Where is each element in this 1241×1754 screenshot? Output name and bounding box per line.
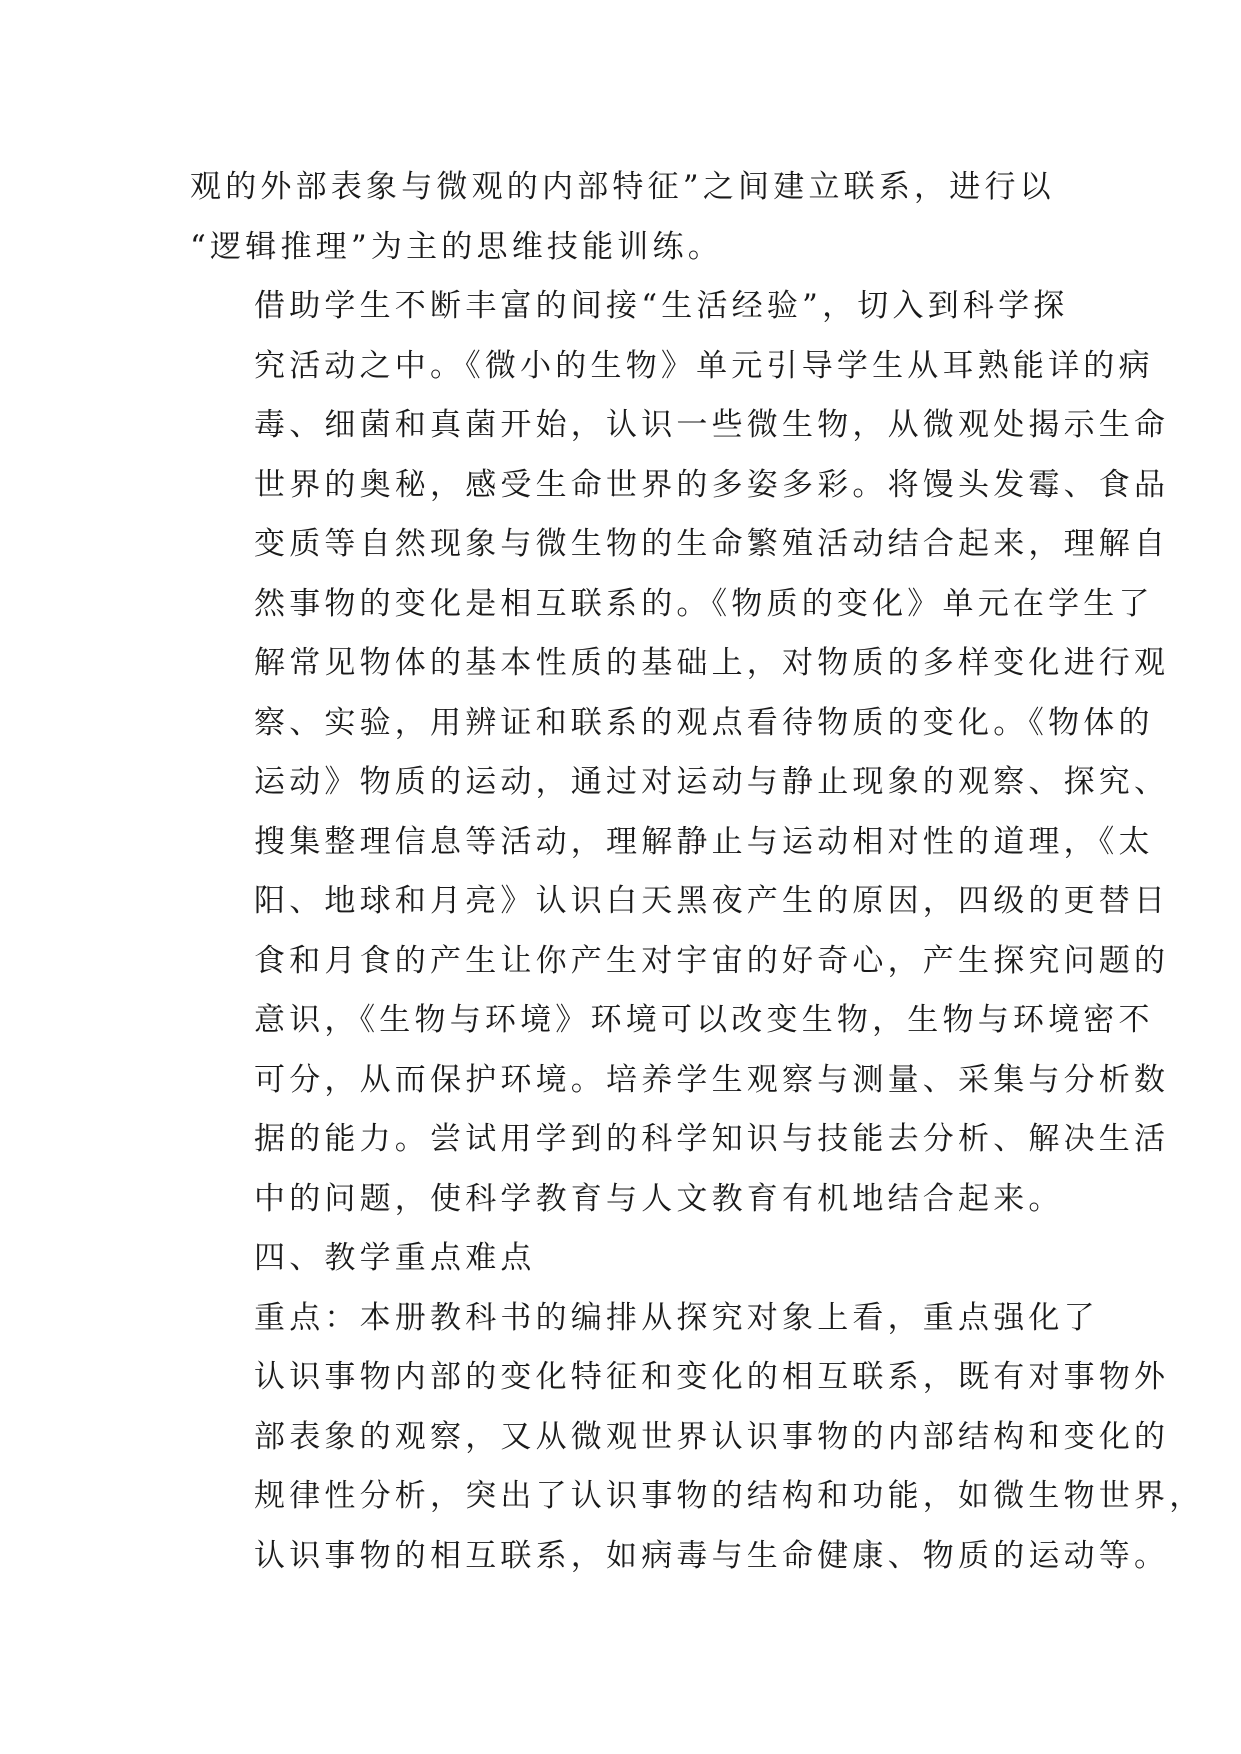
text-line: 部表象的观察，又从微观世界认识事物的内部结构和变化的: [254, 1418, 1170, 1455]
text-line: 认识事物的相互联系，如病毒与生命健康、物质的运动等。: [254, 1537, 1170, 1574]
text-line: 观的外部表象与微观的内部特征”之间建立联系，进行以: [190, 169, 1055, 205]
text-line: 借助学生不断丰富的间接“生活经验”，切入到科学探: [254, 288, 1069, 324]
text-line: 察、实验，用辨证和联系的观点看待物质的变化。《物体的: [254, 704, 1154, 741]
text-line: 据的能力。尝试用学到的科学知识与技能去分析、解决生活: [254, 1121, 1170, 1157]
text-line: 中的问题，使科学教育与人文教育有机地结合起来。: [254, 1180, 1064, 1217]
section-heading-text: 四、教学重点难点: [254, 1240, 536, 1276]
paragraph-key-points: [190, 1289, 1205, 1587]
text-line: 认识事物内部的变化特征和变化的相互联系，既有对事物外: [254, 1359, 1170, 1395]
text-line: 搜集整理信息等活动，理解静止与运动相对性的道理，《太: [254, 823, 1154, 860]
text-line: 然事物的变化是相互联系的。《物质的变化》单元在学生了: [254, 585, 1154, 622]
text-line: 阳、地球和月亮》认识白天黑夜产生的原因，四级的更替日: [254, 883, 1170, 919]
paragraph-life-experience: [190, 277, 1170, 1229]
text-line: 毒、细菌和真菌开始，认识一些微生物，从微观处揭示生命: [254, 407, 1170, 443]
section-heading: [190, 1229, 1050, 1289]
text-line: 重点：本册教科书的编排从探究对象上看，重点强化了: [254, 1299, 1099, 1336]
document-body: [190, 158, 1205, 1586]
paragraph-continuation: [190, 158, 1055, 277]
text-line: 意识，《生物与环境》环境可以改变生物，生物与环境密不: [254, 1002, 1154, 1038]
text-line: 变质等自然现象与微生物的生命繁殖活动结合起来，理解自: [254, 526, 1170, 562]
text-line: 运动》物质的运动，通过对运动与静止现象的观察、探究、: [254, 764, 1170, 800]
text-line: 世界的奥秘，感受生命世界的多姿多彩。将馒头发霉、食品: [254, 466, 1170, 503]
text-line: “逻辑推理”为主的思维技能训练。: [190, 228, 723, 265]
text-line: 可分，从而保护环境。培养学生观察与测量、采集与分析数: [254, 1061, 1170, 1098]
text-line: 究活动之中。《微小的生物》单元引导学生从耳熟能详的病: [254, 347, 1154, 384]
text-line: 规律性分析，突出了认识事物的结构和功能，如微生物世界，: [254, 1478, 1205, 1514]
text-line: 食和月食的产生让你产生对宇宙的好奇心，产生探究问题的: [254, 942, 1170, 979]
text-line: 解常见物体的基本性质的基础上，对物质的多样变化进行观: [254, 645, 1170, 681]
